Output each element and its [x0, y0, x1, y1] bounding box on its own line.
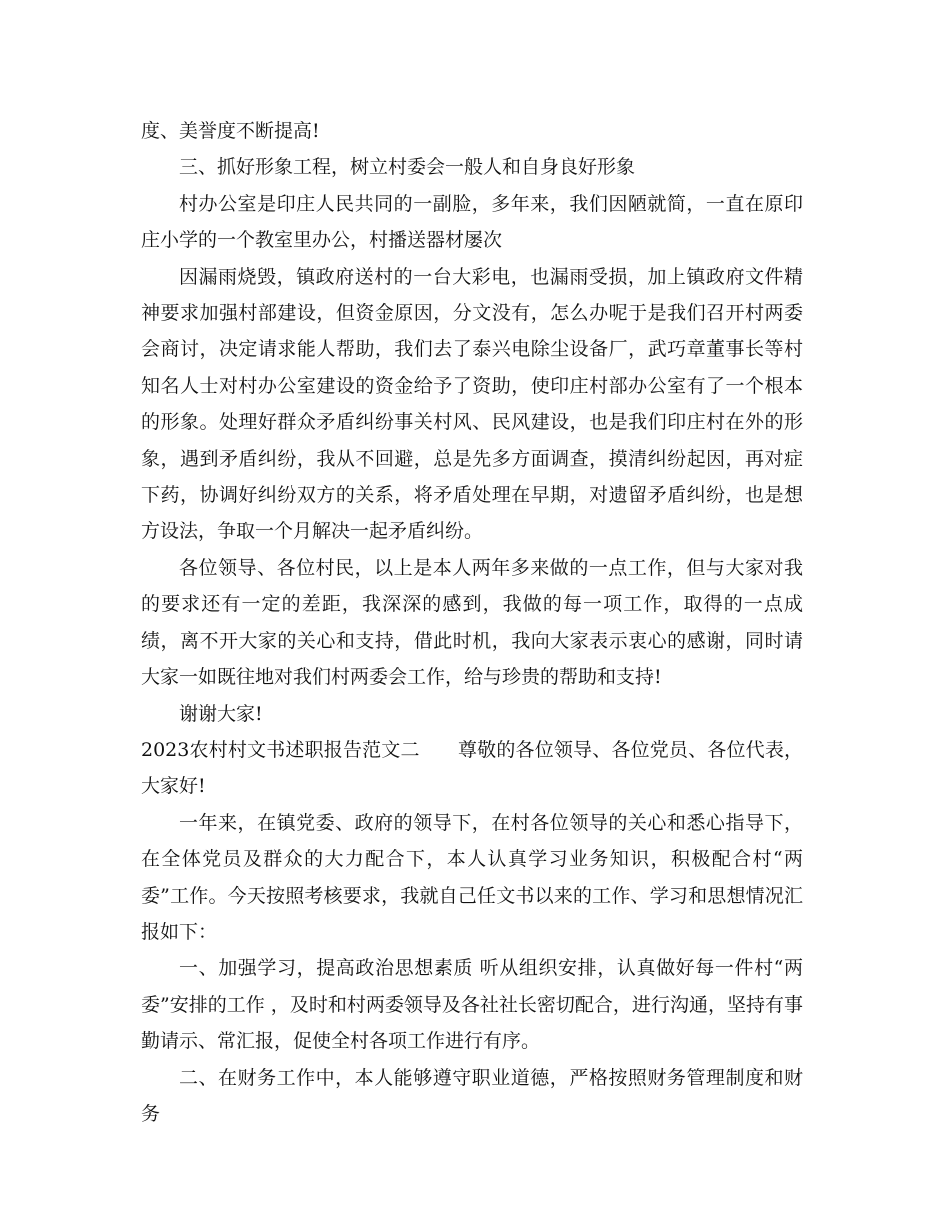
paragraph-7-title-greeting: 2023农村村文书述职报告范文二 尊敬的各位领导、各位党员、各位代表，大家好!: [141, 738, 803, 798]
document-body: [141, 113, 803, 1132]
paragraph-4: 因漏雨烧毁，镇政府送村的一台大彩电，也漏雨受损，加上镇政府文件精神要求加强村部建设，但资金原因，分文没有，怎么办呢于是我们召开村两委会商讨，决定请求能人帮助，我们去了泰兴电除尘设备厂，武巧章董事长等村知名人士对村办公室建设的资金给予了资助，使印庄村部办公室有了一个根本的形象。处理好群众矛盾纠纷事关村风、民风建设，也是我们印庄村在外的形象，遇到矛盾纠纷，我从不回避，总是先多方面调查，摸清纠纷起因，再对症下药，协调好纠纷双方的关系，将矛盾处理在早期，对遗留矛盾纠纷，也是想方设法，争取一个月解决一起矛盾纠纷。: [141, 265, 803, 543]
paragraph-10: 二、在财务工作中，本人能够遵守职业道德，严格按照财务管理制度和财务: [141, 1066, 803, 1125]
paragraph-2-heading: 三、抓好形象工程，树立村委会一般人和自身良好形象: [179, 156, 636, 179]
paragraph-1: 度、美誉度不断提高!: [141, 120, 320, 142]
paragraph-6-thanks: 谢谢大家!: [179, 702, 263, 725]
paragraph-5: 各位领导、各位村民，以上是本人两年多来做的一点工作，但与大家对我的要求还有一定的差距，我深深的感到，我做的每一项工作，取得的一点成绩，离不开大家的关心和支持，借此时机，我向大家表示衷心的感谢，同时请大家一如既往地对我们村两委会工作，给与珍贵的帮助和支持!: [141, 556, 803, 689]
paragraph-8: 一年来，在镇党委、政府的领导下，在村各位领导的关心和悉心指导下，在全体党员及群众的大力配合下，本人认真学习业务知识，积极配合村“两委”工作。今天按照考核要求，我就自己任文书以来的工作、学习和思想情况汇报如下：: [141, 811, 803, 943]
paragraph-3: 村办公室是印庄人民共同的一副脸，多年来，我们因陋就简，一直在原印庄小学的一个教室里办公，村播送器材屡次: [141, 192, 803, 252]
paragraph-9: 一、加强学习，提高政治思想素质 听从组织安排，认真做好每一件村“两委”安排的工作 ，及时和村两委领导及各社社长密切配合，进行沟通，坚持有事勤请示、常汇报，促使全村各项工作进行有序。: [141, 957, 803, 1053]
